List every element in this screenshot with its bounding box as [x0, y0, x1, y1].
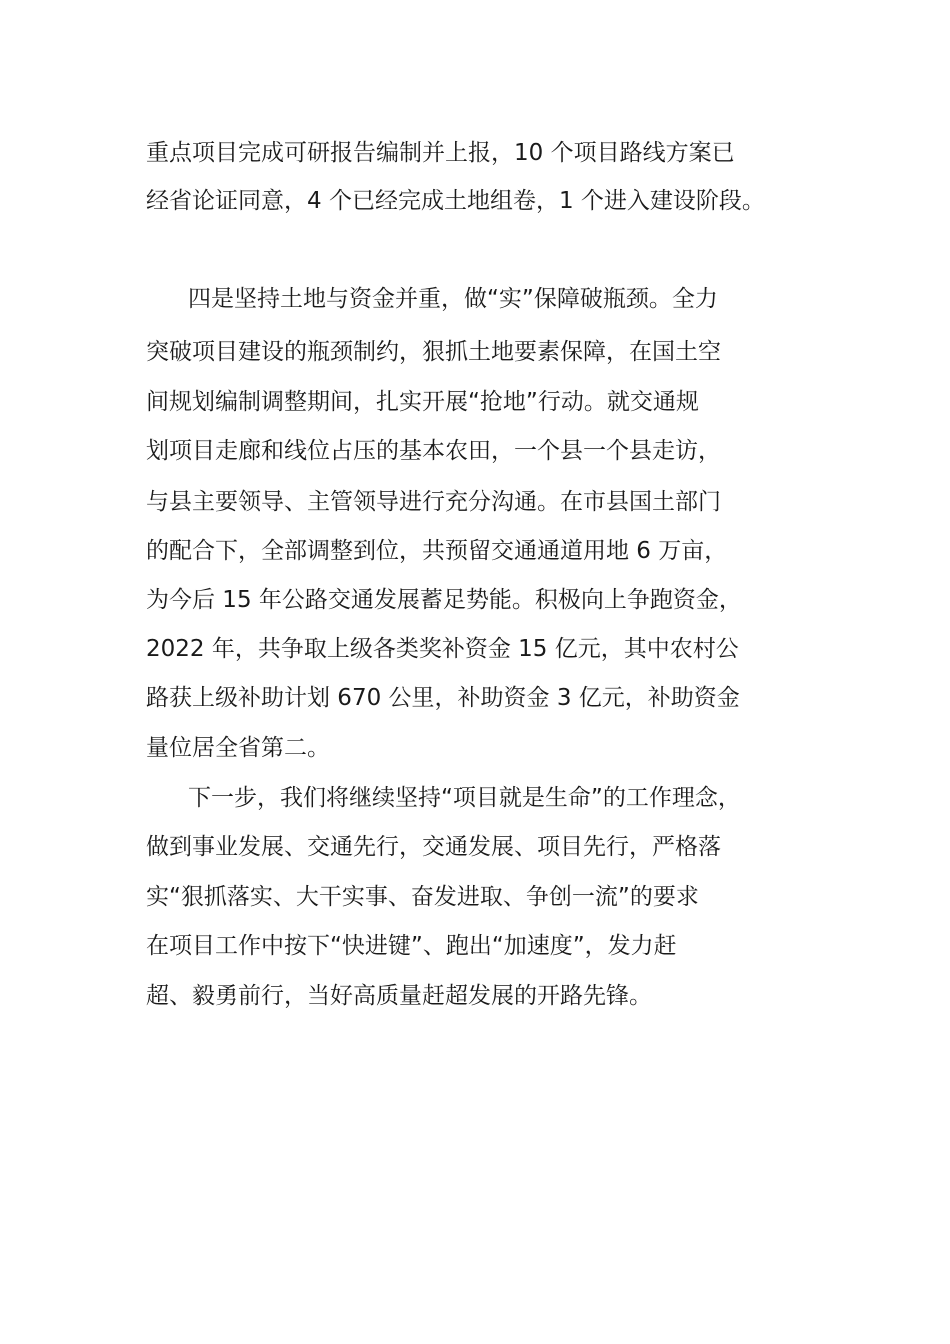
- paragraph-2-line-8: 2022 年，共争取上级各类奖补资金 15 亿元，其中农村公: [146, 636, 739, 662]
- paragraph-3-line-1: 下一步，我们将继续坚持“项目就是生命”的工作理念，: [188, 785, 741, 811]
- paragraph-2-line-10: 量位居全省第二。: [146, 735, 330, 761]
- paragraph-2-line-6: 的配合下，全部调整到位，共预留交通通道用地 6 万亩，: [146, 538, 728, 564]
- paragraph-1-line-2: 经省论证同意，4 个已经完成土地组卷，1 个进入建设阶段。: [146, 188, 765, 214]
- paragraph-2-line-4: 划项目走廊和线位占压的基本农田，一个县一个县走访，: [146, 438, 721, 464]
- paragraph-3-line-4: 在项目工作中按下“快进键”、跑出“加速度”，发力赶: [146, 933, 677, 959]
- paragraph-2-line-7: 为今后 15 年公路交通发展蓄足势能。积极向上争跑资金，: [146, 587, 742, 613]
- paragraph-3-line-5: 超、毅勇前行，当好高质量赶超发展的开路先锋。: [146, 983, 652, 1009]
- paragraph-1-line-1: 重点项目完成可研报告编制并上报，10 个项目路线方案已: [146, 140, 735, 166]
- paragraph-2-line-5: 与县主要领导、主管领导进行充分沟通。在市县国土部门: [146, 489, 721, 515]
- paragraph-2-line-1: 四是坚持土地与资金并重，做“实”保障破瓶颈。全力: [188, 286, 718, 312]
- paragraph-3-line-2: 做到事业发展、交通先行，交通发展、项目先行，严格落: [146, 834, 721, 860]
- paragraph-2-line-2: 突破项目建设的瓶颈制约，狠抓土地要素保障，在国土空: [146, 339, 721, 365]
- paragraph-2-line-3: 间规划编制调整期间，扎实开展“抢地”行动。就交通规: [146, 389, 699, 415]
- paragraph-3-line-3: 实“狠抓落实、大干实事、奋发进取、争创一流”的要求: [146, 884, 699, 910]
- paragraph-2-line-9: 路获上级补助计划 670 公里，补助资金 3 亿元，补助资金: [146, 685, 740, 711]
